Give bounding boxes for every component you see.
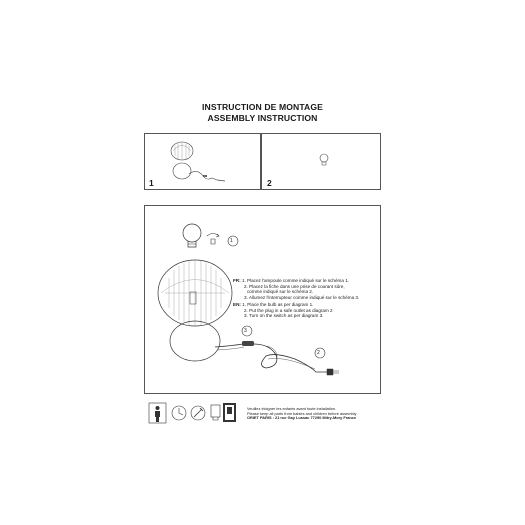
main-diagram bbox=[144, 205, 381, 394]
fr-line-4: 3. Allumez l'interrupteur comme indiqué sur le schéma 3. bbox=[244, 294, 360, 300]
title-french: INSTRUCTION DE MONTAGE bbox=[202, 102, 323, 112]
person-icon bbox=[149, 403, 166, 423]
fr-line-2: 2. Placez la fiche dans une prise de courant sûre, bbox=[244, 283, 345, 289]
footer-line-1: Veuillez éloigner les enfants avant toute installation. bbox=[247, 406, 337, 411]
panel-1-number: 1 bbox=[149, 178, 154, 188]
rotate-arrow-icon bbox=[207, 234, 219, 245]
panel-2-number: 2 bbox=[267, 178, 272, 188]
fr-tag: FR: bbox=[233, 278, 241, 283]
callout-3: 3 bbox=[244, 328, 247, 334]
fr-line-3: comme indiqué sur le schéma 2. bbox=[247, 289, 314, 295]
lamp-diagram bbox=[145, 206, 382, 395]
callout-1: 1 bbox=[230, 238, 233, 244]
fr-line-1: 1. Placez l'ampoule comme indiqué sur le schéma 1. bbox=[241, 278, 350, 283]
footer-text bbox=[247, 407, 397, 421]
recycle-icon bbox=[211, 403, 236, 422]
panel-1 bbox=[144, 133, 261, 190]
footer-line-3: ORIET PARIS : 21 rue Gay Lussac 77290 Mitry-Mory France bbox=[247, 415, 357, 421]
callout-2: 2 bbox=[317, 350, 320, 356]
instructions-fr bbox=[233, 278, 381, 300]
footer-icons bbox=[149, 402, 244, 424]
timer-icon bbox=[172, 406, 186, 420]
plug-icon bbox=[327, 369, 339, 375]
title-english: ASSEMBLY INSTRUCTION bbox=[207, 113, 318, 123]
lamp-thumbnail bbox=[145, 134, 262, 191]
en-line-1: 1. Place the bulb as per diagram 1. bbox=[242, 302, 314, 307]
instructions-en bbox=[233, 302, 381, 319]
lamp-shade bbox=[158, 260, 232, 326]
en-tag: EN: bbox=[233, 302, 241, 307]
cord-switch bbox=[242, 341, 254, 346]
tool-icon bbox=[191, 406, 205, 420]
lamp-base bbox=[170, 321, 220, 361]
footer-line-2: Please keep all parts from babies and children before assembly bbox=[247, 410, 357, 416]
en-line-2: 2. Put the plug in a safe outlet as diagram 2 bbox=[244, 307, 333, 313]
panel-2 bbox=[261, 133, 381, 190]
en-line-3: 3. Turn on the switch as per diagram 3. bbox=[244, 313, 324, 319]
power-cord bbox=[215, 344, 327, 372]
bulb-icon bbox=[183, 224, 201, 247]
bulb-thumbnail-icon bbox=[262, 134, 382, 191]
